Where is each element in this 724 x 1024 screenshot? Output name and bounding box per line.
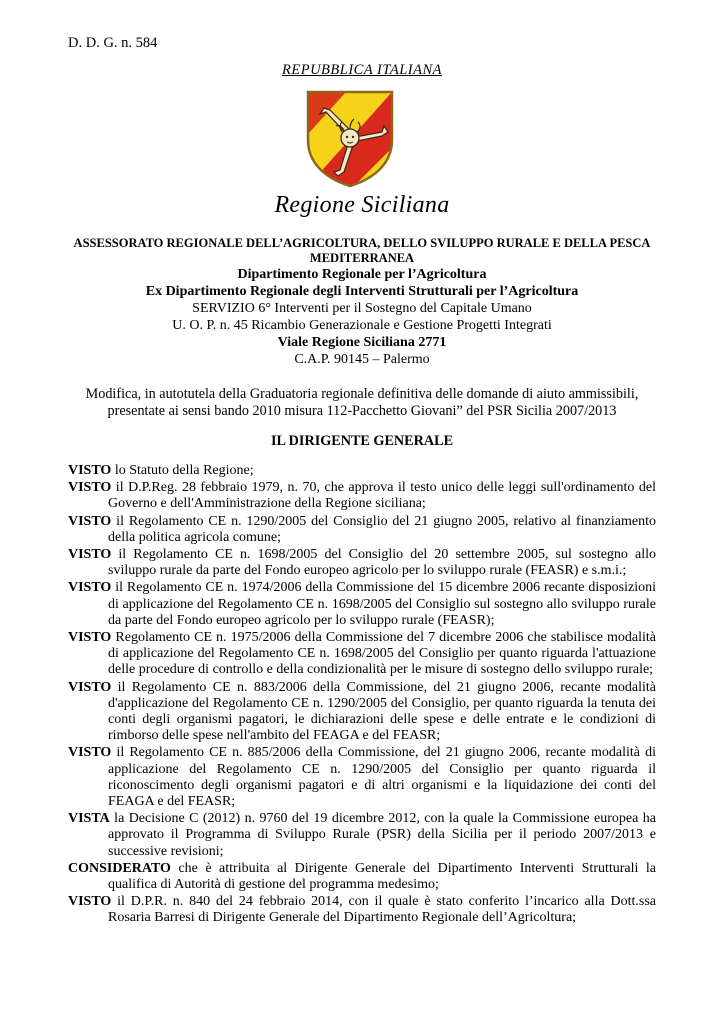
clause-keyword: VISTO bbox=[68, 547, 112, 563]
recital-clause bbox=[68, 811, 656, 860]
clause-text: il Regolamento CE n. 883/2006 della Commissione, del 21 giugno 2006, recante modalità d'applicazione del Regolamento CE n. 1290/2005 del Consiglio, per quanto riguarda la tenuta dei conti degli organismi pagatori, le dichiarazioni delle spese e delle entrate e le condizioni di rimborso delle spese nell'ambito del FEAGA e del FEASR; bbox=[108, 679, 656, 744]
uop-line: U. O. P. n. 45 Ricambio Generazionale e Gestione Progetti Integrati bbox=[172, 318, 552, 333]
clause-keyword: VISTO bbox=[68, 580, 112, 596]
recitals bbox=[68, 463, 656, 928]
clause-text: il Regolamento CE n. 1290/2005 del Consiglio del 21 giugno 2005, relativo al finanziamento della politica agricola comune; bbox=[108, 513, 656, 545]
clause-text: lo Statuto della Regione; bbox=[111, 463, 254, 478]
clause-text: il Regolamento CE n. 1974/2006 della Commissione del 15 dicembre 2006 recante disposizioni di applicazione del Regolamento CE n. 1698/2005 del Consiglio sul sostegno allo sviluppo rurale da parte del Fondo europeo agricolo per lo sviluppo rurale (FEASR); bbox=[108, 580, 656, 628]
dipartimento-line: Dipartimento Regionale per l’Agricoltura bbox=[237, 267, 487, 282]
dirigente-heading: IL DIRIGENTE GENERALE bbox=[270, 433, 454, 449]
clause-keyword: VISTO bbox=[68, 480, 112, 496]
decree-subject: Modifica, in autotutela della Graduatoria regionale definitiva delle domande di aiuto ammissibili, presentate ai sensi bando 2010 misura 112-Pacchetto Giovani” del PSR Sicilia 2007/2013 bbox=[85, 386, 639, 419]
clause-keyword: VISTO bbox=[68, 513, 112, 529]
clause-text: il D.P.R. n. 840 del 24 febbraio 2014, con il quale è stato conferito l’incarico alla Dott.ssa Rosaria Barresi di Dirigente Generale del Dipartimento Regionale dell’Agricoltura; bbox=[108, 894, 656, 926]
clause-keyword: VISTO bbox=[68, 894, 112, 910]
recital-clause bbox=[68, 580, 656, 629]
clause-keyword: VISTO bbox=[68, 679, 112, 695]
assessorato-line: ASSESSORATO REGIONALE DELL’AGRICOLTURA, DELLO SVILUPPO RURALE E DELLA PESCA MEDITERRANEA bbox=[73, 236, 651, 265]
clause-keyword: VISTO bbox=[68, 463, 112, 478]
servizio-line: SERVIZIO 6° Interventi per il Sostegno del Capitale Umano bbox=[192, 301, 532, 316]
recital-clause bbox=[68, 894, 656, 926]
clause-text: il Regolamento CE n. 885/2006 della Commissione, del 21 giugno 2006, recante modalità di applicazione del Regolamento CE n. 1290/2005 del Consiglio per quanto riguarda il riconoscimento degli organismi pagatori e di altri organismi e la liquidazione dei conti del FEAGA e del FEASR; bbox=[108, 745, 656, 810]
clause-text: la Decisione C (2012) n. 9760 del 19 dicembre 2012, con la quale la Commissione europea ha approvato il Programma di Sviluppo Rurale (PSR) della Sicilia per il periodo 2007/2013 e successive revisioni; bbox=[108, 811, 656, 859]
clause-text: che è attribuita al Dirigente Generale del Dipartimento Interventi Strutturali la qualifica di Autorità di gestione del programma medesimo; bbox=[108, 860, 656, 893]
clause-text: Regolamento CE n. 1975/2006 della Commissione del 7 dicembre 2006 che stabilisce modalità di applicazione del Regolamento CE n. 1698/2005 del Consiglio per quanto riguarda l'attuazione delle procedure di controllo e della condizionalità per le misure di sostegno dello sviluppo rurale; bbox=[108, 630, 656, 678]
address-line: Viale Regione Siciliana 2771 bbox=[277, 335, 447, 350]
clause-keyword: VISTA bbox=[68, 811, 110, 827]
recital-clause bbox=[68, 861, 656, 893]
recital-clause bbox=[68, 480, 656, 512]
region-name: Regione Siciliana bbox=[274, 192, 450, 218]
recital-clause bbox=[68, 547, 656, 579]
repubblica-heading bbox=[0, 62, 724, 79]
recital-clause bbox=[68, 630, 656, 679]
clause-keyword: VISTO bbox=[68, 630, 112, 646]
recital-clause bbox=[68, 745, 656, 810]
decree-number: D. D. G. n. 584 bbox=[68, 35, 158, 51]
office-header bbox=[60, 236, 664, 368]
clause-keyword: VISTO bbox=[68, 745, 112, 761]
clause-text: il D.P.Reg. 28 febbraio 1979, n. 70, che approva il testo unico delle leggi sull'ordinamento del Governo e dell'Amministrazione della Regione siciliana; bbox=[108, 480, 656, 512]
recital-clause bbox=[68, 463, 656, 479]
recital-clause bbox=[68, 680, 656, 745]
cap-line: C.A.P. 90145 – Palermo bbox=[294, 352, 430, 367]
repubblica-text: REPUBBLICA ITALIANA bbox=[282, 62, 442, 78]
recital-clause bbox=[68, 514, 656, 546]
clause-text: il Regolamento CE n. 1698/2005 del Consiglio del 20 settembre 2005, sul sostegno allo sviluppo rurale da parte del Fondo europeo agricolo per lo sviluppo rurale (FEASR) e s.m.i.; bbox=[108, 547, 656, 579]
trinacria-coat-of-arms-icon bbox=[304, 88, 396, 188]
ex-dipartimento-line: Ex Dipartimento Regionale degli Interventi Strutturali per l’Agricoltura bbox=[145, 284, 579, 299]
clause-keyword: CONSIDERATO bbox=[68, 860, 171, 876]
